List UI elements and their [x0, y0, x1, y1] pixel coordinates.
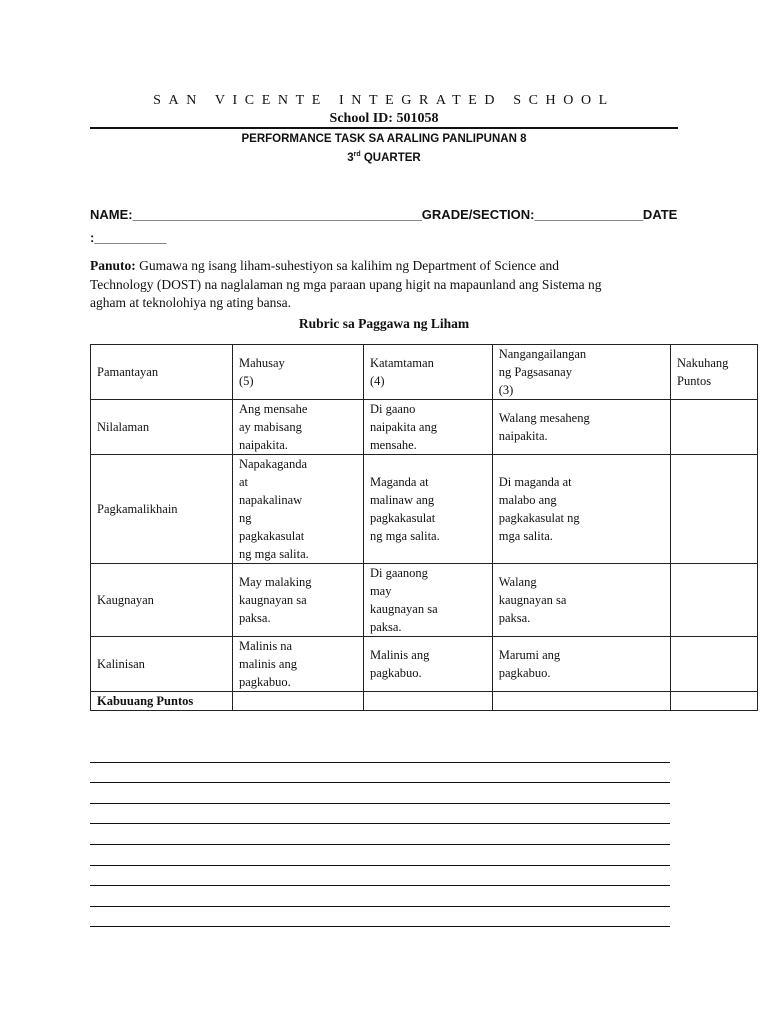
instructions: [90, 257, 610, 313]
rubric-cell: Malinis na malinis ang pagkabuo.: [232, 637, 363, 692]
quarter-number: 3: [347, 151, 354, 164]
score-cell[interactable]: [671, 455, 758, 564]
total-label: Kabuuang Puntos: [91, 692, 233, 711]
header-rule: [90, 127, 678, 129]
date-field-continuation[interactable]: :__________: [90, 230, 167, 245]
score-cell[interactable]: [671, 400, 758, 455]
rubric-title: Rubric sa Paggawa ng Liham: [298, 316, 470, 331]
total-cell[interactable]: [492, 692, 670, 711]
rubric-header-cell: Mahusay (5): [232, 345, 363, 400]
answer-line[interactable]: [90, 824, 670, 845]
answer-line[interactable]: [90, 866, 670, 887]
instructions-text: Gumawa ng isang liham-suhestiyon sa kalihim ng Department of Science and Technology (DOST) na naglalaman ng mga paraan upang higit na mapaunland ang Sistema ng agham at teknolohiya ng ating bansa.: [90, 258, 602, 310]
rubric-cell: Di gaano naipakita ang mensahe.: [363, 400, 492, 455]
rubric-cell: Walang mesaheng naipakita.: [492, 400, 670, 455]
rubric-row: [91, 637, 758, 692]
school-name: SAN VICENTE INTEGRATED SCHOOL: [153, 93, 615, 108]
rubric-header-cell: Nangangailangan ng Pagsasanay (3): [492, 345, 670, 400]
rubric-cell: Marumi ang pagkabuo.: [492, 637, 670, 692]
instructions-label: Panuto:: [90, 258, 136, 273]
answer-line[interactable]: [90, 886, 670, 907]
rubric-cell: Di maganda at malabo ang pagkakasulat ng mga salita.: [492, 455, 670, 564]
score-cell[interactable]: [671, 564, 758, 637]
total-cell[interactable]: [671, 692, 758, 711]
quarter-text: QUARTER: [360, 151, 421, 164]
rubric-cell: Napakaganda at napakalinaw ng pagkakasulat ng mga salita.: [232, 455, 363, 564]
rubric-header-cell: Nakuhang Puntos: [671, 345, 758, 400]
answer-line[interactable]: [90, 783, 670, 804]
rubric-row: [91, 455, 758, 564]
school-id: School ID: 501058: [329, 111, 439, 126]
score-cell[interactable]: [671, 637, 758, 692]
rubric-cell: Di gaanong may kaugnayan sa paksa.: [363, 564, 492, 637]
total-cell[interactable]: [363, 692, 492, 711]
criterion-cell: Pagkamalikhain: [91, 455, 233, 564]
rubric-header-cell: Pamantayan: [91, 345, 233, 400]
rubric-cell: Ang mensahe ay mabisang naipakita.: [232, 400, 363, 455]
rubric-cell: May malaking kaugnayan sa paksa.: [232, 564, 363, 637]
criterion-cell: Nilalaman: [91, 400, 233, 455]
rubric-cell: Maganda at malinaw ang pagkakasulat ng mga salita.: [363, 455, 492, 564]
total-cell[interactable]: [232, 692, 363, 711]
answer-line[interactable]: [90, 845, 670, 866]
quarter-label: [0, 151, 768, 164]
rubric-header-row: [91, 345, 758, 400]
criterion-cell: Kalinisan: [91, 637, 233, 692]
task-title: PERFORMANCE TASK SA ARALING PANLIPUNAN 8: [241, 133, 527, 145]
rubric-cell: Malinis ang pagkabuo.: [363, 637, 492, 692]
answer-line[interactable]: [90, 907, 670, 928]
rubric-cell: Walang kaugnayan sa paksa.: [492, 564, 670, 637]
criterion-cell: Kaugnayan: [91, 564, 233, 637]
quarter-suffix: rd: [353, 151, 361, 158]
answer-line[interactable]: [90, 742, 670, 763]
rubric-row: [91, 400, 758, 455]
rubric-row: [91, 564, 758, 637]
rubric-table: [90, 344, 758, 711]
answer-line[interactable]: [90, 804, 670, 825]
name-grade-date-field[interactable]: NAME:________________________________________GRADE/SECTION:_______________DATE: [90, 207, 678, 222]
answer-lines[interactable]: [90, 742, 670, 927]
answer-line[interactable]: [90, 763, 670, 784]
rubric-header-cell: Katamtaman (4): [363, 345, 492, 400]
total-row: [91, 692, 758, 711]
